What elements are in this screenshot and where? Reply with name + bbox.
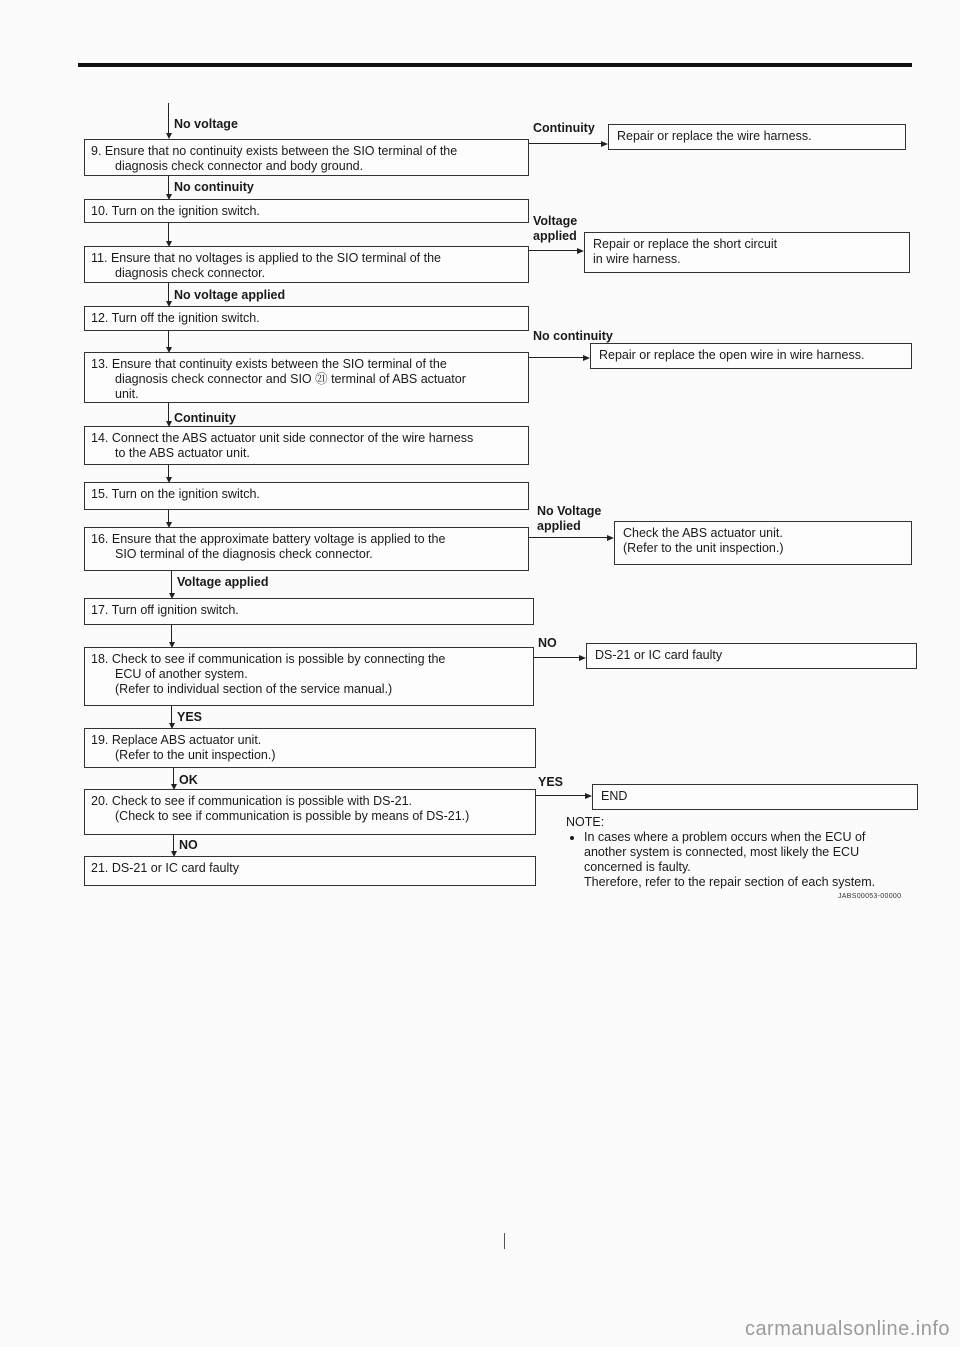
step-number: 9.	[91, 144, 102, 158]
note-block	[566, 815, 926, 890]
step-16-box	[84, 527, 529, 571]
step-number: 12.	[91, 311, 109, 325]
result-ds21-faulty: DS-21 or IC card faulty	[586, 643, 917, 669]
branch-arrow	[585, 793, 592, 799]
step-text-cont: diagnosis check connector and body ground.	[115, 159, 364, 173]
branch-label-continuity: Continuity	[533, 121, 595, 135]
watermark-text: carmanualsonline.info	[744, 1318, 950, 1340]
page-mark	[504, 1233, 505, 1249]
result-check-abs-actuator: Check the ABS actuator unit. (Refer to the unit inspection.)	[614, 521, 912, 565]
step-number: 21.	[91, 861, 109, 875]
step-number: 19.	[91, 733, 109, 747]
step-number: 15.	[91, 487, 109, 501]
flow-line	[168, 103, 169, 137]
step-19-box	[84, 728, 536, 768]
step-text-cont: diagnosis check connector.	[115, 266, 266, 280]
step-14-box	[84, 426, 529, 465]
branch-arrow	[607, 535, 614, 541]
step-text-cont: (Refer to the unit inspection.)	[115, 748, 276, 762]
step-10-box	[84, 199, 529, 223]
step-17-box	[84, 598, 534, 625]
step-text: Turn on the ignition switch.	[111, 487, 260, 501]
step-12-box	[84, 306, 529, 331]
branch-line	[529, 537, 609, 538]
step-15-box	[84, 482, 529, 510]
step-text: Turn on the ignition switch.	[111, 204, 260, 218]
step-18-box	[84, 647, 534, 706]
branch-line	[529, 357, 585, 358]
result-repair-open-wire: Repair or replace the open wire in wire harness.	[590, 343, 912, 369]
step-number: 10.	[91, 204, 109, 218]
step-number: 11.	[91, 251, 108, 265]
branch-line	[536, 795, 587, 796]
flow-label-no: NO	[179, 838, 198, 852]
branch-label-voltage: Voltage	[533, 214, 578, 228]
step-number: 16.	[91, 532, 109, 546]
step-text-cont: (Refer to individual section of the service manual.)	[115, 682, 393, 696]
branch-label-no-voltage: No Voltage	[537, 504, 602, 518]
step-number: 13.	[91, 357, 109, 371]
branch-arrow	[577, 248, 584, 254]
step-text-cont: ECU of another system.	[115, 667, 248, 681]
step-text-cont: (Check to see if communication is possible by means of DS-21.)	[115, 809, 470, 823]
branch-arrow	[579, 655, 586, 661]
step-number: 14.	[91, 431, 109, 445]
step-number: 18.	[91, 652, 109, 666]
flow-label-no-continuity: No continuity	[174, 180, 254, 194]
step-text-cont: SIO terminal of the diagnosis check connector.	[115, 547, 373, 561]
step-text-cont: to the ABS actuator unit.	[115, 446, 250, 460]
step-text: Turn off the ignition switch.	[111, 311, 260, 325]
step-text: Turn off ignition switch.	[111, 603, 239, 617]
branch-label-no-continuity: No continuity	[533, 329, 613, 343]
result-repair-wire-harness: Repair or replace the wire harness.	[608, 124, 906, 150]
note-heading: NOTE:	[566, 815, 605, 829]
flow-label-yes: YES	[177, 710, 203, 724]
step-20-box	[84, 789, 536, 835]
step-text: Replace ABS actuator unit.	[111, 733, 262, 747]
step-21-box	[84, 856, 536, 886]
step-text: Check to see if communication is possible by connecting the	[111, 652, 446, 666]
note-list	[566, 830, 926, 890]
branch-arrow	[601, 141, 608, 147]
branch-label-applied: applied	[533, 229, 577, 243]
flow-label-voltage-applied: Voltage applied	[177, 575, 269, 589]
step-11-box	[84, 246, 529, 283]
step-13-box	[84, 352, 529, 403]
step-text: DS-21 or IC card faulty	[111, 861, 240, 875]
branch-label-no: NO	[538, 636, 557, 650]
result-repair-short-circuit: Repair or replace the short circuit in wire harness.	[584, 232, 910, 273]
flow-label-no-voltage: No voltage	[174, 117, 238, 131]
branch-line	[529, 143, 603, 144]
branch-line	[529, 250, 579, 251]
branch-label-yes: YES	[538, 775, 564, 789]
step-text: Connect the ABS actuator unit side connector of the wire harness	[111, 431, 474, 445]
flow-label-no-voltage-applied: No voltage applied	[174, 288, 286, 302]
branch-arrow	[583, 355, 590, 361]
flow-label-ok: OK	[179, 773, 198, 787]
header-rule	[78, 63, 912, 67]
branch-label-applied: applied	[537, 519, 581, 533]
step-text-cont: diagnosis check connector and SIO ㉑ terminal of ABS actuator	[115, 372, 466, 386]
step-text: Ensure that no continuity exists between the SIO terminal of the	[104, 144, 458, 158]
step-text: Ensure that continuity exists between the SIO terminal of the	[111, 357, 447, 371]
step-text: Ensure that the approximate battery voltage is applied to the	[111, 532, 446, 546]
flow-label-continuity: Continuity	[174, 411, 236, 425]
step-text-cont: unit.	[115, 387, 139, 401]
figure-code: JABS00053-00000	[838, 893, 902, 900]
step-text: Check to see if communication is possible with DS-21.	[111, 794, 413, 808]
step-text: Ensure that no voltages is applied to the SIO terminal of the	[110, 251, 441, 265]
step-number: 17.	[91, 603, 109, 617]
result-end: END	[592, 784, 918, 810]
branch-line	[534, 657, 581, 658]
note-item: • In cases where a problem occurs when the ECU of another system is connected, most likely the ECU concerned is faulty. Therefore, refer to the repair section of each system.	[584, 830, 926, 890]
step-9-box	[84, 139, 529, 176]
step-number: 20.	[91, 794, 109, 808]
